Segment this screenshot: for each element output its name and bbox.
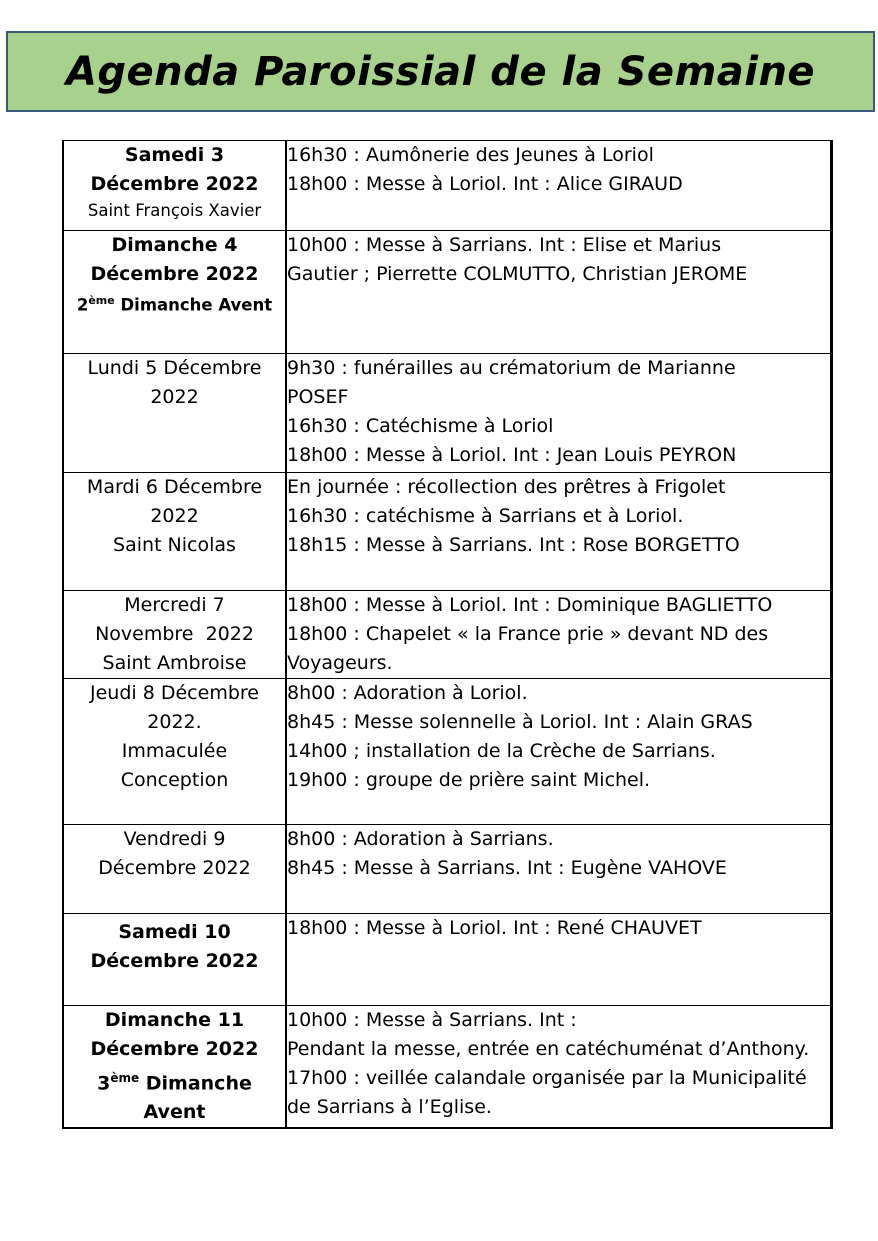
day-date: 2022 xyxy=(150,505,199,527)
title-banner xyxy=(6,31,875,112)
liturgical-label: Avent xyxy=(143,1101,206,1124)
agenda-row xyxy=(63,473,832,591)
agenda-row xyxy=(63,825,832,914)
day-name: Dimanche 11 xyxy=(104,1009,245,1031)
event-line: Pendant la messe, entrée en catéchuménat d’Anthony. xyxy=(287,1038,810,1060)
liturgical-day xyxy=(64,289,285,318)
day-date: 2022. xyxy=(147,711,202,733)
event-line: 10h00 : Messe à Sarrians. Int : xyxy=(287,1009,577,1031)
day-name: Lundi 5 Décembre xyxy=(87,357,262,379)
day-cell xyxy=(63,1006,286,1129)
agenda-row xyxy=(63,231,832,354)
page-title: Agenda Paroissial de la Semaine xyxy=(65,48,816,95)
day-cell xyxy=(63,141,286,231)
event-line: 18h00 : Messe à Loriol. Int : Jean Louis PEYRON xyxy=(287,444,737,466)
event-line: 16h30 : Catéchisme à Loriol xyxy=(287,415,554,437)
event-line: 16h30 : Aumônerie des Jeunes à Loriol xyxy=(287,144,654,166)
agenda-row xyxy=(63,354,832,473)
liturgical-sup: ème xyxy=(110,1071,140,1085)
event-line: 18h00 : Messe à Loriol. Int : Dominique BAGLIETTO xyxy=(287,594,773,616)
feast-name: Immaculée xyxy=(121,740,228,762)
liturgical-number: 2 xyxy=(76,295,89,315)
day-cell xyxy=(63,354,286,473)
event-line: 8h45 : Messe solennelle à Loriol. Int : Alain GRAS xyxy=(287,711,753,733)
day-date: Décembre 2022 xyxy=(98,857,251,879)
day-name: Mercredi 7 xyxy=(124,594,225,616)
event-line: POSEF xyxy=(287,386,349,408)
day-name: Vendredi 9 xyxy=(123,828,226,850)
agenda-row xyxy=(63,679,832,825)
day-cell xyxy=(63,591,286,679)
agenda-row xyxy=(63,914,832,1006)
day-name: Samedi 3 xyxy=(124,144,225,166)
day-cell xyxy=(63,679,286,825)
liturgical-label: Dimanche xyxy=(139,1072,252,1095)
event-line: 18h15 : Messe à Sarrians. Int : Rose BORGETTO xyxy=(287,534,740,556)
event-line: 18h00 : Messe à Loriol. Int : Alice GIRAUD xyxy=(287,173,683,195)
event-line: 16h30 : catéchisme à Sarrians et à Loriol. xyxy=(287,505,684,527)
event-line: Voyageurs. xyxy=(287,652,393,674)
day-date: Décembre 2022 xyxy=(90,263,259,285)
event-line: de Sarrians à l’Eglise. xyxy=(287,1096,492,1118)
events-cell xyxy=(286,679,832,825)
day-date: Novembre 2022 xyxy=(95,623,254,645)
agenda-row xyxy=(63,141,832,231)
events-cell xyxy=(286,354,832,473)
event-line: 9h30 : funérailles au crématorium de Marianne xyxy=(287,357,736,379)
event-line: 17h00 : veillée calandale organisée par la Municipalité xyxy=(287,1067,807,1089)
event-line: En journée : récollection des prêtres à Frigolet xyxy=(287,476,726,498)
events-cell xyxy=(286,473,832,591)
day-date: Décembre 2022 xyxy=(90,950,259,972)
agenda-row xyxy=(63,591,832,679)
event-line: 19h00 : groupe de prière saint Michel. xyxy=(287,769,651,791)
liturgical-label: Dimanche Avent xyxy=(114,295,273,315)
saint-name: Saint Nicolas xyxy=(113,534,236,556)
event-line: 8h45 : Messe à Sarrians. Int : Eugène VAHOVE xyxy=(287,857,727,879)
day-date: Décembre 2022 xyxy=(90,173,259,195)
feast-name: Conception xyxy=(120,769,229,791)
event-line: 18h00 : Messe à Loriol. Int : René CHAUVET xyxy=(287,917,702,939)
event-line: 8h00 : Adoration à Sarrians. xyxy=(287,828,554,850)
day-name: Jeudi 8 Décembre xyxy=(90,682,259,704)
day-date: 2022 xyxy=(150,386,199,408)
liturgical-number: 3 xyxy=(97,1072,111,1095)
event-line: 10h00 : Messe à Sarrians. Int : Elise et Marius xyxy=(287,234,722,256)
day-cell xyxy=(63,825,286,914)
day-cell xyxy=(63,231,286,354)
liturgical-day xyxy=(64,1064,285,1098)
saint-name: Saint François Xavier xyxy=(87,201,262,220)
day-cell xyxy=(63,473,286,591)
event-line: 8h00 : Adoration à Loriol. xyxy=(287,682,528,704)
day-name: Mardi 6 Décembre xyxy=(86,476,263,498)
day-name: Dimanche 4 xyxy=(111,234,238,256)
agenda-row xyxy=(63,1006,832,1129)
events-cell xyxy=(286,591,832,679)
event-line: 18h00 : Chapelet « la France prie » devant ND des xyxy=(287,623,769,645)
events-cell xyxy=(286,231,832,354)
liturgical-sup: ème xyxy=(88,294,115,307)
events-cell xyxy=(286,914,832,1006)
day-date: Décembre 2022 xyxy=(90,1038,259,1060)
agenda-table xyxy=(62,140,833,1129)
events-cell xyxy=(286,141,832,231)
events-cell xyxy=(286,1006,832,1129)
event-line: Gautier ; Pierrette COLMUTTO, Christian JEROME xyxy=(287,263,748,285)
day-name: Samedi 10 xyxy=(118,921,231,943)
day-cell xyxy=(63,914,286,1006)
event-line: 14h00 ; installation de la Crèche de Sarrians. xyxy=(287,740,716,762)
saint-name: Saint Ambroise xyxy=(102,652,247,674)
events-cell xyxy=(286,825,832,914)
